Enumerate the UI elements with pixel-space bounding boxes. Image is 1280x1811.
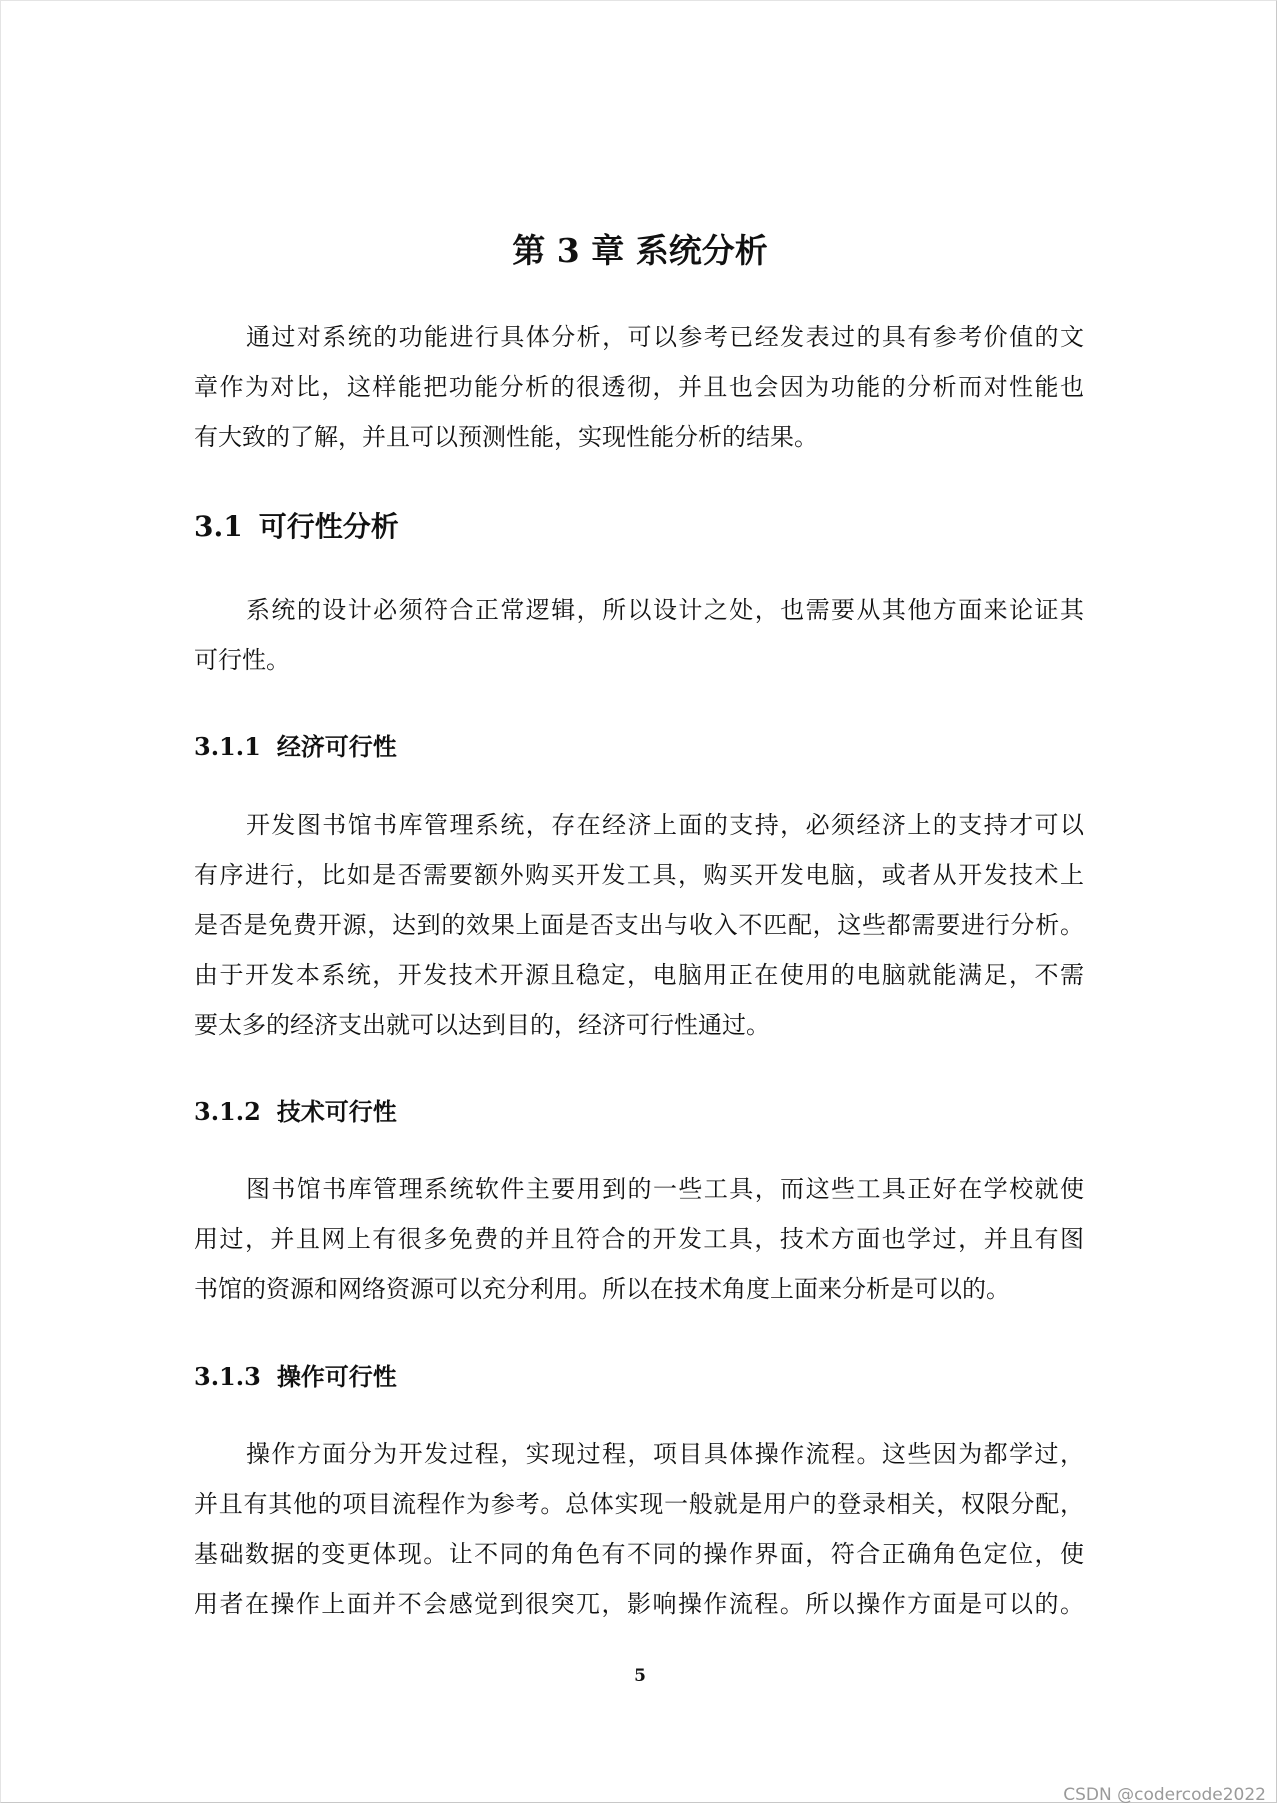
text-line: 由于开发本系统，开发技术开源且稳定，电脑用正在使用的电脑就能满足，不需 [194, 961, 1084, 989]
text-line: 有大致的了解，并且可以预测性能，实现性能分析的结果。 [194, 423, 818, 451]
watermark: CSDN @codercode2022 [1063, 1785, 1266, 1805]
section-heading-3-1 [194, 505, 399, 545]
paragraph-3-1-3 [194, 1429, 1084, 1629]
intro-paragraph [194, 312, 1084, 462]
chapter-title: 第 3 章 系统分析 [512, 231, 768, 270]
text-line: 用者在操作上面并不会感觉到很突兀，影响操作流程。所以操作方面是可以的。 [194, 1590, 1084, 1618]
paragraph-3-1-2 [194, 1164, 1084, 1314]
text-line: 要太多的经济支出就可以达到目的，经济可行性通过。 [194, 1011, 770, 1039]
text-line: 并且有其他的项目流程作为参考。总体实现一般就是用户的登录相关，权限分配， [194, 1490, 1084, 1518]
text-line: 是否是免费开源，达到的效果上面是否支出与收入不匹配，这些都需要进行分析。 [194, 911, 1084, 939]
section-title: 可行性分析 [258, 510, 399, 543]
section-title: 技术可行性 [276, 1097, 397, 1126]
section-heading-3-1-1 [194, 727, 397, 762]
text-line: 基础数据的变更体现。让不同的角色有不同的操作界面，符合正确角色定位，使 [194, 1540, 1084, 1568]
section-number: 3.1 [194, 510, 243, 543]
text-line: 有序进行，比如是否需要额外购买开发工具，购买开发电脑，或者从开发技术上 [194, 861, 1084, 889]
text-line: 图书馆书库管理系统软件主要用到的一些工具，而这些工具正好在学校就使 [246, 1175, 1084, 1203]
text-line: 章作为对比，这样能把功能分析的很透彻，并且也会因为功能的分析而对性能也 [194, 373, 1084, 401]
page-number: 5 [634, 1666, 646, 1686]
section-heading-3-1-3 [194, 1357, 397, 1392]
text-line: 书馆的资源和网络资源可以充分利用。所以在技术角度上面来分析是可以的。 [194, 1275, 1010, 1303]
paragraph-3-1-1 [194, 800, 1084, 1050]
text-line: 系统的设计必须符合正常逻辑，所以设计之处，也需要从其他方面来论证其 [246, 596, 1084, 624]
section-number: 3.1.2 [194, 1097, 261, 1126]
paragraph-3-1 [194, 585, 1084, 685]
text-line: 可行性。 [194, 646, 290, 674]
text-line: 通过对系统的功能进行具体分析，可以参考已经发表过的具有参考价值的文 [246, 323, 1084, 351]
section-heading-3-1-2 [194, 1092, 397, 1127]
text-line: 开发图书馆书库管理系统，存在经济上面的支持，必须经济上的支持才可以 [246, 811, 1084, 839]
text-line: 操作方面分为开发过程，实现过程，项目具体操作流程。这些因为都学过， [246, 1440, 1084, 1468]
section-number: 3.1.3 [194, 1362, 261, 1391]
section-number: 3.1.1 [194, 732, 261, 761]
section-title: 经济可行性 [276, 732, 397, 761]
section-title: 操作可行性 [276, 1362, 397, 1391]
text-line: 用过，并且网上有很多免费的并且符合的开发工具，技术方面也学过，并且有图 [194, 1225, 1084, 1253]
